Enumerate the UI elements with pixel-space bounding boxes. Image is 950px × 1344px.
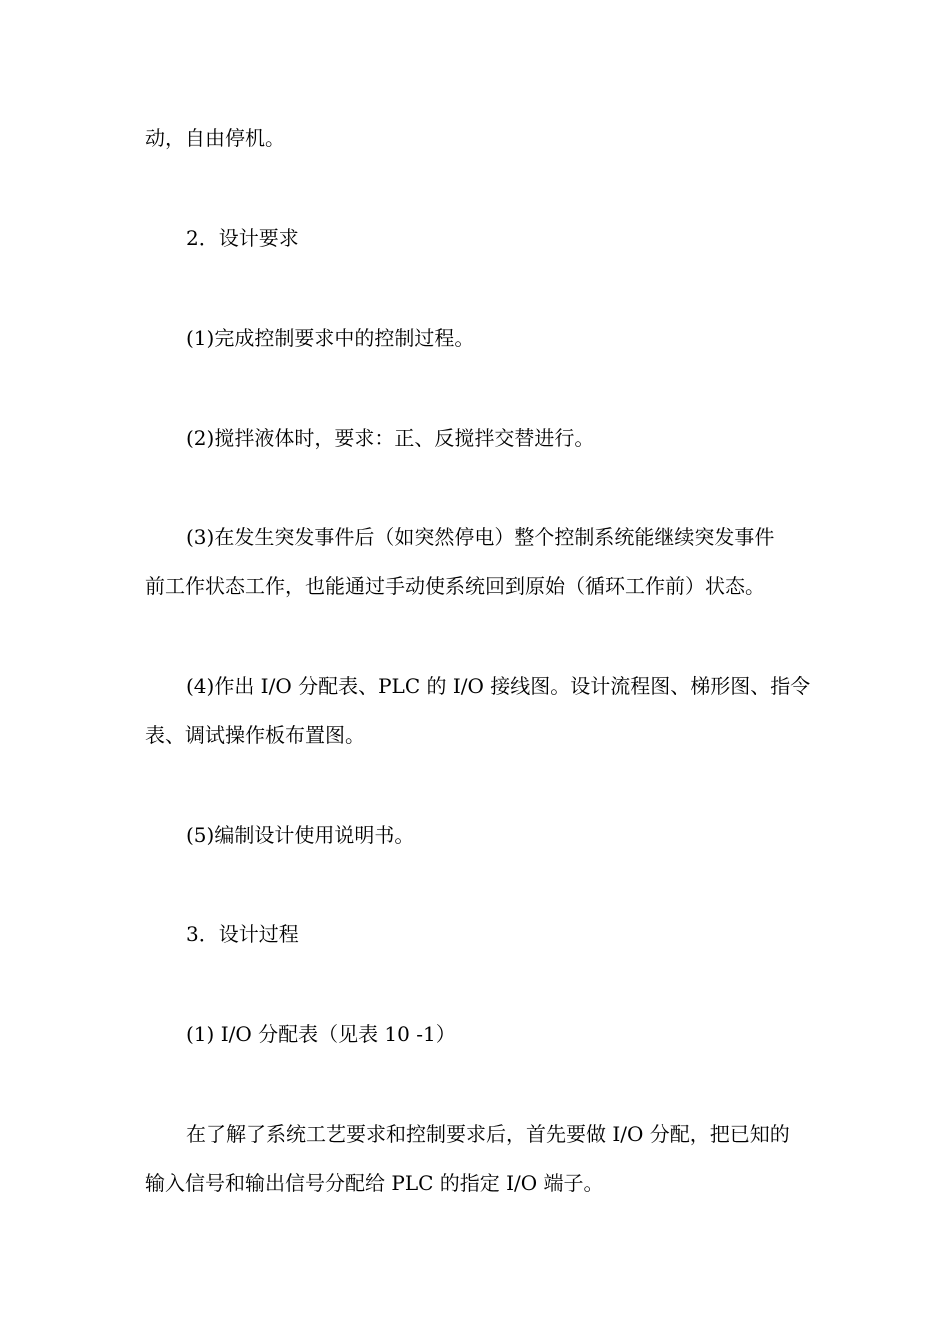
requirement-item-3-line-1: (3)在发生突发事件后（如突然停电）整个控制系统能继续突发事件 xyxy=(186,525,775,549)
body-paragraph-line-2: 输入信号和输出信号分配给 PLC 的指定 I/O 端子。 xyxy=(145,1171,604,1195)
requirement-item-3-line-2: 前工作状态工作，也能通过手动使系统回到原始（循环工作前）状态。 xyxy=(145,574,765,598)
requirement-item-1: (1)完成控制要求中的控制过程。 xyxy=(186,326,475,350)
requirement-item-2: (2)搅拌液体时，要求：正、反搅拌交替进行。 xyxy=(186,426,595,450)
paragraph-continuation: 动，自由停机。 xyxy=(145,126,285,150)
body-paragraph-line-1: 在了解了系统工艺要求和控制要求后，首先要做 I/O 分配，把已知的 xyxy=(186,1122,790,1146)
requirement-item-4-line-1: (4)作出 I/O 分配表、PLC 的 I/O 接线图。设计流程图、梯形图、指令 xyxy=(186,674,811,698)
section-heading-design-process: 3．设计过程 xyxy=(186,922,299,946)
requirement-item-4-line-2: 表、调试操作板布置图。 xyxy=(145,723,365,747)
requirement-item-5: (5)编制设计使用说明书。 xyxy=(186,823,415,847)
section-heading-design-requirements: 2．设计要求 xyxy=(186,226,299,250)
process-item-1: (1) I/O 分配表（见表 10 -1） xyxy=(186,1022,456,1046)
